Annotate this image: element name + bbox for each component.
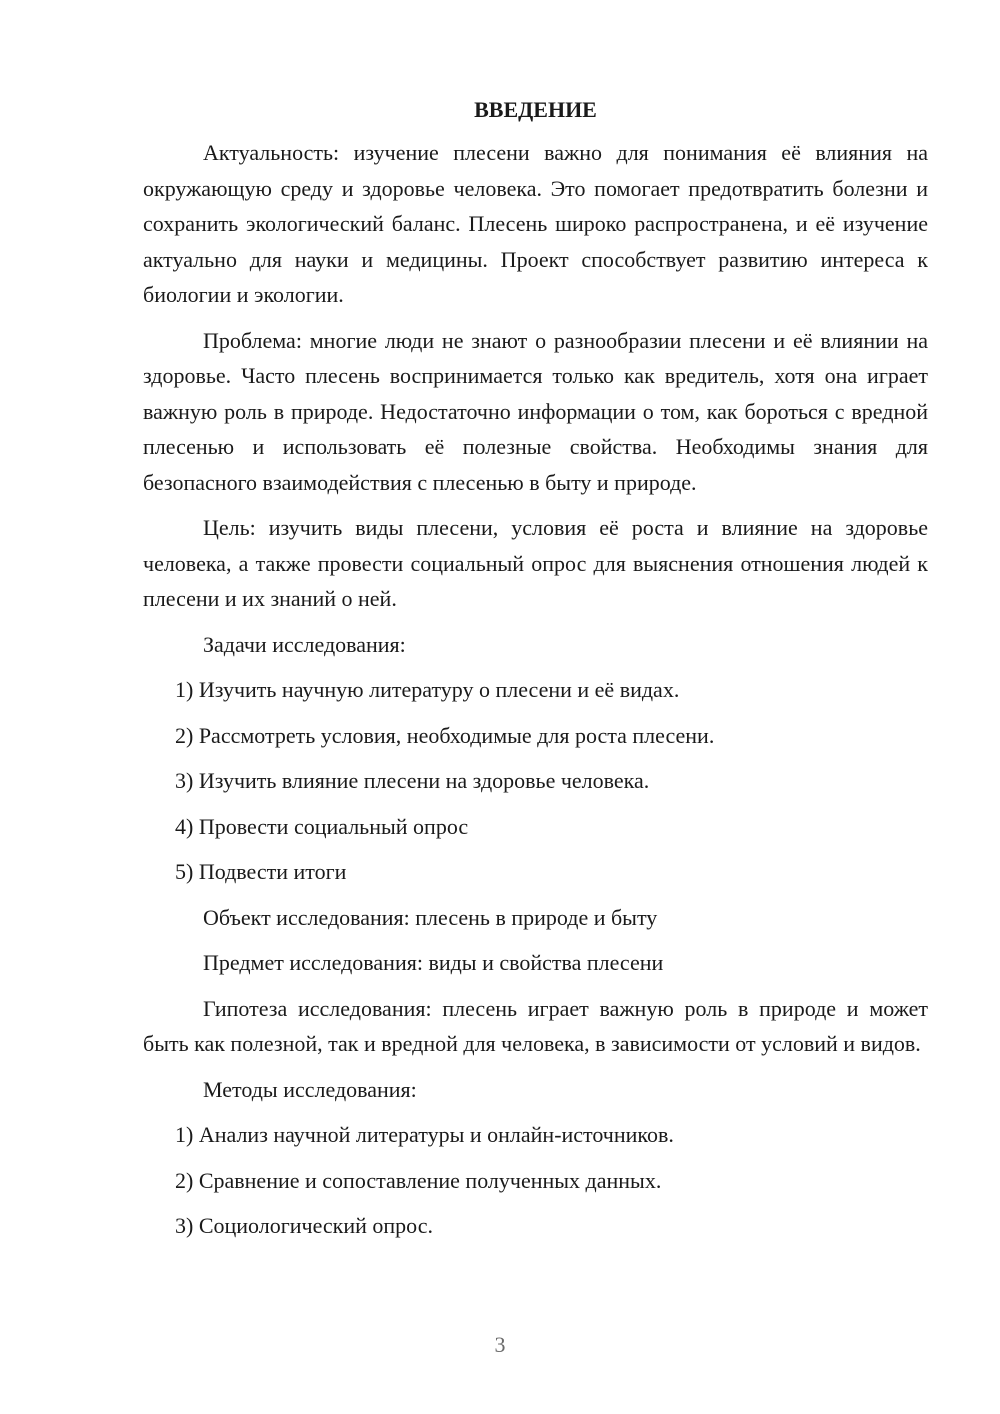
list-item: 2) Рассмотреть условия, необходимые для роста плесени.: [175, 722, 715, 748]
list-item: 4) Провести социальный опрос: [175, 813, 469, 839]
problem-paragraph: Проблема: многие люди не знают о разнообразии плесени и её влиянии на здоровье. Часто плесень воспринимается только как вредитель, хотя она играет важную роль в природе. Недостаточно информации о том, как бороться с вредной плесенью и использовать её полезные свойства. Необходимы знания для безопасного взаимодействия с плесенью в быту и природе.: [143, 327, 928, 495]
goal-paragraph: Цель: изучить виды плесени, условия её роста и влияние на здоровье человека, а также провести социальный опрос для выяснения отношения людей к плесени и их знаний о ней.: [143, 515, 928, 611]
tasks-heading: Задачи исследования:: [203, 631, 406, 657]
list-item: 3) Социологический опрос.: [175, 1213, 433, 1238]
tasks-list: [143, 672, 928, 890]
list-item: 1) Анализ научной литературы и онлайн-источников.: [175, 1122, 674, 1147]
hypothesis-paragraph: Гипотеза исследования: плесень играет важную роль в природе и может быть как полезной, так и вредной для человека, в зависимости от условий и видов.: [143, 995, 928, 1056]
list-item: 5) Подвести итоги: [175, 859, 347, 884]
methods-list: [143, 1117, 928, 1244]
methods-heading: Методы исследования:: [203, 1076, 417, 1102]
research-object: Объект исследования: плесень в природе и быту: [203, 904, 658, 930]
document-page: [143, 92, 928, 1254]
list-item: 1) Изучить научную литературу о плесени и её видах.: [175, 677, 680, 702]
list-item: 2) Сравнение и сопоставление полученных данных.: [175, 1167, 662, 1193]
list-item: 3) Изучить влияние плесени на здоровье человека.: [175, 768, 650, 793]
relevance-paragraph: Актуальность: изучение плесени важно для понимания её влияния на окружающую среду и здоровье человека. Это помогает предотвратить болезни и сохранить экологический баланс. Плесень широко распространена, и её изучение актуально для науки и медицины. Проект способствует развитию интереса к биологии и экологии.: [143, 140, 928, 307]
page-title: ВВЕДЕНИЕ: [474, 97, 597, 122]
page-number: 3: [494, 1332, 506, 1357]
research-subject: Предмет исследования: виды и свойства плесени: [203, 950, 664, 975]
